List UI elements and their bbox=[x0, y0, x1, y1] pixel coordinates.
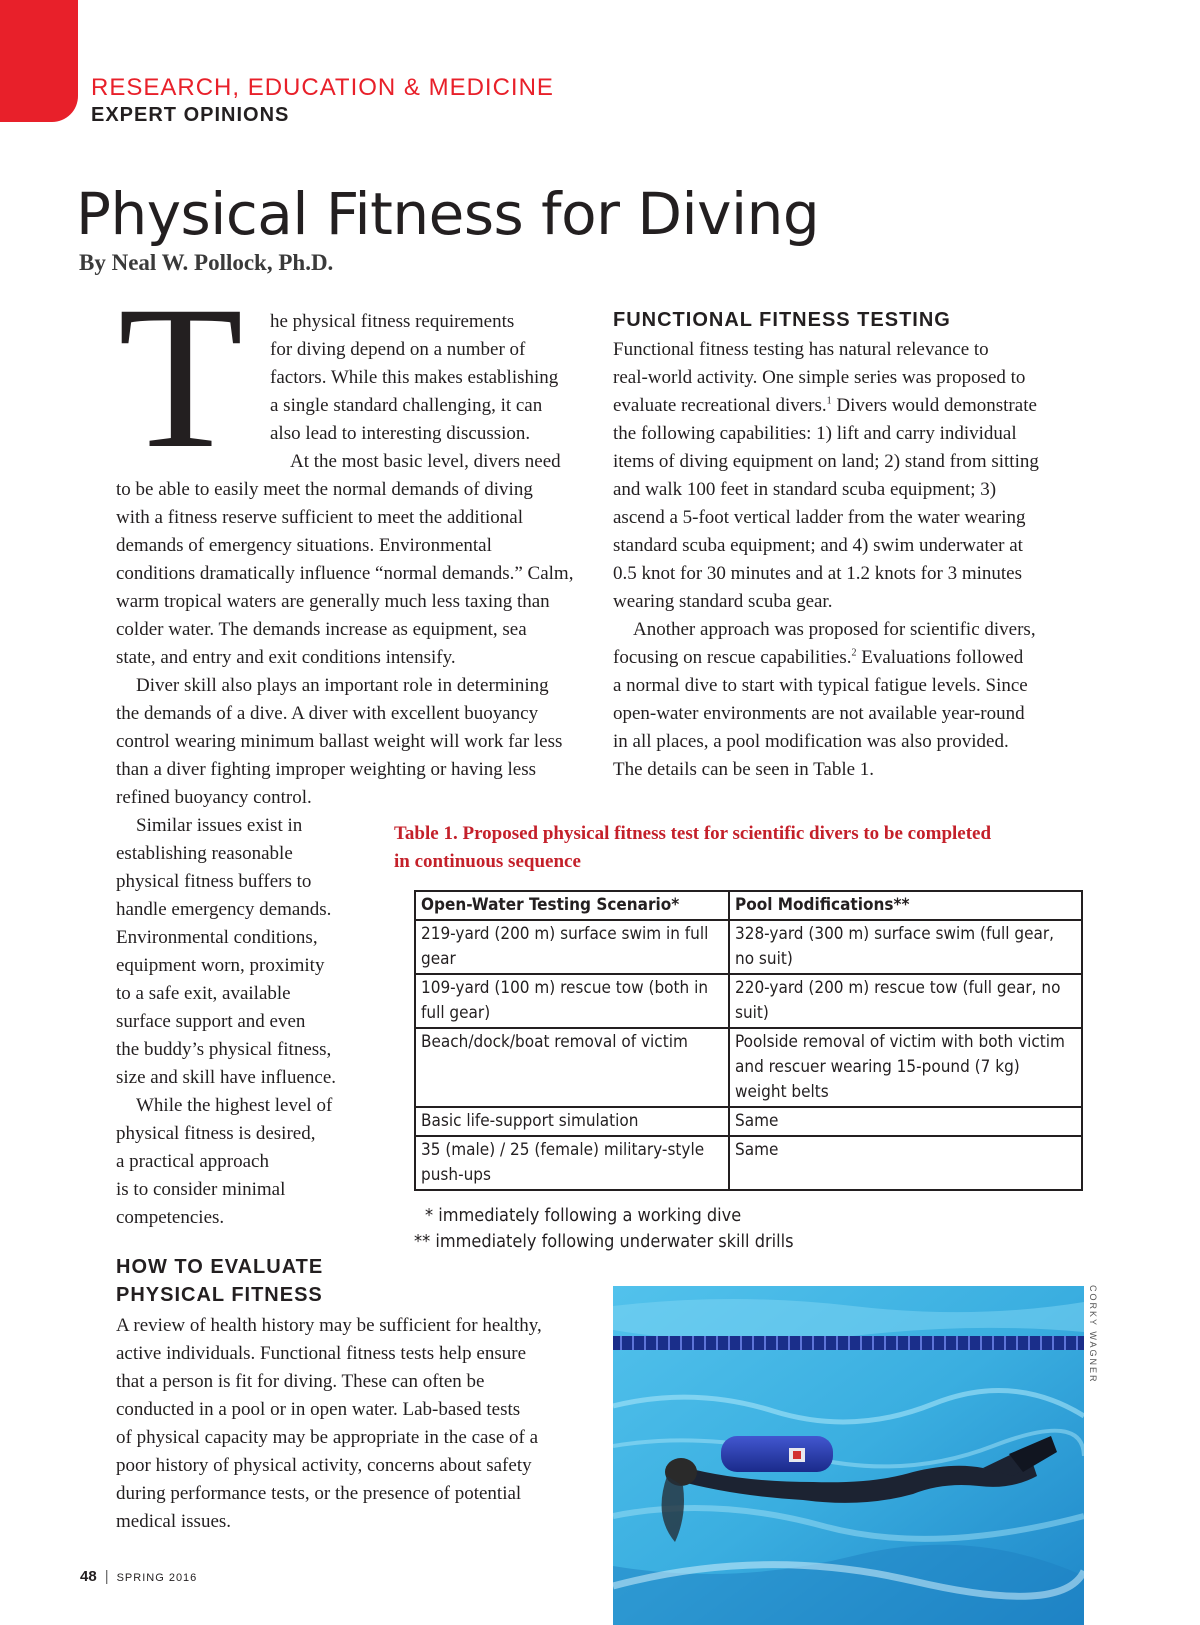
section-heading-functional: FUNCTIONAL FITNESS TESTING bbox=[613, 309, 951, 331]
text-run: evaluate recreational divers. bbox=[613, 395, 827, 416]
text-line: At the most basic level, divers need bbox=[290, 451, 561, 472]
text-line: also lead to interesting discussion. bbox=[270, 423, 531, 444]
column-header-open-water: Open-Water Testing Scenario* bbox=[415, 891, 729, 920]
text-line: that a person is fit for diving. These can often be bbox=[116, 1371, 485, 1392]
table-row bbox=[415, 920, 1082, 974]
text-line: is to consider minimal bbox=[116, 1179, 286, 1200]
table-footnote: ** immediately following underwater skill drills bbox=[414, 1231, 794, 1252]
text-line: the buddy’s physical fitness, bbox=[116, 1039, 332, 1060]
text-line: a practical approach bbox=[116, 1151, 269, 1172]
reference-superscript: 2 bbox=[851, 647, 857, 659]
section-heading-evaluate: HOW TO EVALUATE bbox=[116, 1256, 324, 1278]
footer-divider: | bbox=[104, 1568, 109, 1585]
section-heading-evaluate-2: PHYSICAL FITNESS bbox=[116, 1284, 323, 1306]
text-line: The details can be seen in Table 1. bbox=[613, 759, 875, 780]
table-header-row bbox=[415, 891, 1082, 920]
text-line: physical fitness buffers to bbox=[116, 871, 312, 892]
text-line: conducted in a pool or in open water. Lab-based tests bbox=[116, 1399, 521, 1420]
text-line: the demands of a dive. A diver with excellent buoyancy bbox=[116, 703, 539, 724]
table-row bbox=[415, 1107, 1082, 1136]
table-cell: Poolside removal of victim with both victim and rescuer wearing 15-pound (7 kg) weight belts bbox=[729, 1028, 1082, 1107]
text-line: to be able to easily meet the normal demands of diving bbox=[116, 479, 533, 500]
page-number: 48 bbox=[80, 1568, 97, 1585]
text-run: Divers would demonstrate bbox=[831, 395, 1037, 416]
table-caption-line: Table 1. Proposed physical fitness test for scientific divers to be completed bbox=[394, 823, 992, 844]
text-line: the following capabilities: 1) lift and carry individual bbox=[613, 423, 1017, 444]
text-line: surface support and even bbox=[116, 1011, 306, 1032]
reference-superscript: 1 bbox=[826, 395, 832, 407]
table-cell: 328-yard (300 m) surface swim (full gear, no suit) bbox=[729, 920, 1082, 974]
issue-label: SPRING 2016 bbox=[116, 1572, 198, 1584]
text-line: he physical fitness requirements bbox=[270, 311, 515, 332]
text-line: open-water environments are not available year-round bbox=[613, 703, 1025, 724]
text-line: poor history of physical activity, concerns about safety bbox=[116, 1455, 532, 1476]
text-line: control wearing minimum ballast weight will work far less bbox=[116, 731, 563, 752]
text-line: competencies. bbox=[116, 1207, 225, 1228]
article-title: Physical Fitness for Diving bbox=[76, 180, 820, 248]
page-footer bbox=[80, 1568, 197, 1585]
text-line: While the highest level of bbox=[136, 1095, 333, 1116]
text-line: equipment worn, proximity bbox=[116, 955, 325, 976]
text-line: physical fitness is desired, bbox=[116, 1123, 316, 1144]
text-line: ascend a 5-foot vertical ladder from the water wearing bbox=[613, 507, 1026, 528]
text-line: a normal dive to start with typical fatigue levels. Since bbox=[613, 675, 1028, 696]
text-line: than a diver fighting improper weighting or having less bbox=[116, 759, 537, 780]
diver-photo bbox=[613, 1286, 1084, 1625]
table-cell: 35 (male) / 25 (female) military-style push-ups bbox=[415, 1136, 729, 1190]
text-line: Environmental conditions, bbox=[116, 927, 318, 948]
text-line bbox=[613, 392, 1037, 420]
text-line: A review of health history may be sufficient for healthy, bbox=[116, 1315, 542, 1336]
text-line: a single standard challenging, it can bbox=[270, 395, 543, 416]
text-line: Another approach was proposed for scientific divers, bbox=[633, 619, 1036, 640]
table-cell: 109-yard (100 m) rescue tow (both in full gear) bbox=[415, 974, 729, 1028]
text-line: Similar issues exist in bbox=[136, 815, 303, 836]
text-line: establishing reasonable bbox=[116, 843, 293, 864]
text-line: with a fitness reserve sufficient to meet the additional bbox=[116, 507, 523, 528]
fitness-test-table bbox=[414, 890, 1083, 1191]
text-line: medical issues. bbox=[116, 1511, 232, 1532]
text-run: Evaluations followed bbox=[856, 647, 1024, 668]
column-header-pool: Pool Modifications** bbox=[729, 891, 1082, 920]
text-line: and walk 100 feet in standard scuba equipment; 3) bbox=[613, 479, 997, 500]
scuba-tank bbox=[721, 1436, 833, 1472]
text-line: size and skill have influence. bbox=[116, 1067, 337, 1088]
text-line: 0.5 knot for 30 minutes and at 1.2 knots for 3 minutes bbox=[613, 563, 1022, 584]
text-line: for diving depend on a number of bbox=[270, 339, 526, 360]
text-line: in all places, a pool modification was also provided. bbox=[613, 731, 1009, 752]
text-line bbox=[613, 644, 1023, 672]
text-line: Functional fitness testing has natural relevance to bbox=[613, 339, 989, 360]
text-line: items of diving equipment on land; 2) stand from sitting bbox=[613, 451, 1039, 472]
table-cell: 219-yard (200 m) surface swim in full gear bbox=[415, 920, 729, 974]
table-caption bbox=[394, 820, 991, 876]
text-line: standard scuba equipment; and 4) swim underwater at bbox=[613, 535, 1023, 556]
table-footnote: * immediately following a working dive bbox=[425, 1205, 742, 1226]
text-line: warm tropical waters are generally much less taxing than bbox=[116, 591, 550, 612]
text-line: conditions dramatically influence “normal demands.” Calm, bbox=[116, 563, 574, 584]
text-line: state, and entry and exit conditions intensify. bbox=[116, 647, 456, 668]
photo-credit bbox=[1088, 1285, 1102, 1385]
text-run: focusing on rescue capabilities. bbox=[613, 647, 852, 668]
text-line: wearing standard scuba gear. bbox=[613, 591, 833, 612]
section-subtitle: EXPERT OPINIONS bbox=[91, 104, 290, 126]
section-label: RESEARCH, EDUCATION & MEDICINE bbox=[91, 74, 554, 101]
text-line: to a safe exit, available bbox=[116, 983, 291, 1004]
table-cell: Beach/dock/boat removal of victim bbox=[415, 1028, 729, 1107]
table-cell: Basic life-support simulation bbox=[415, 1107, 729, 1136]
text-line: factors. While this makes establishing bbox=[270, 367, 559, 388]
table-row bbox=[415, 1136, 1082, 1190]
table-cell: Same bbox=[729, 1107, 1082, 1136]
text-line: Diver skill also plays an important role in determining bbox=[136, 675, 549, 696]
byline: By Neal W. Pollock, Ph.D. bbox=[79, 250, 334, 275]
text-line: handle emergency demands. bbox=[116, 899, 332, 920]
drop-cap: T bbox=[118, 264, 244, 491]
table-row bbox=[415, 1028, 1082, 1107]
text-line: of physical capacity may be appropriate in the case of a bbox=[116, 1427, 539, 1448]
text-line: real-world activity. One simple series was proposed to bbox=[613, 367, 1026, 388]
text-line: active individuals. Functional fitness tests help ensure bbox=[116, 1343, 527, 1364]
table-cell: 220-yard (200 m) rescue tow (full gear, no suit) bbox=[729, 974, 1082, 1028]
text-line: colder water. The demands increase as equipment, sea bbox=[116, 619, 527, 640]
table-cell: Same bbox=[729, 1136, 1082, 1190]
text-line: refined buoyancy control. bbox=[116, 787, 312, 808]
table-caption-line: in continuous sequence bbox=[394, 851, 581, 872]
text-line: demands of emergency situations. Environmental bbox=[116, 535, 492, 556]
section-color-tab bbox=[0, 0, 78, 122]
text-line: during performance tests, or the presence of potential bbox=[116, 1483, 522, 1504]
lane-rope bbox=[613, 1336, 1084, 1350]
table-row bbox=[415, 974, 1082, 1028]
photo-credit-text: CORKY WAGNER bbox=[1088, 1285, 1098, 1384]
